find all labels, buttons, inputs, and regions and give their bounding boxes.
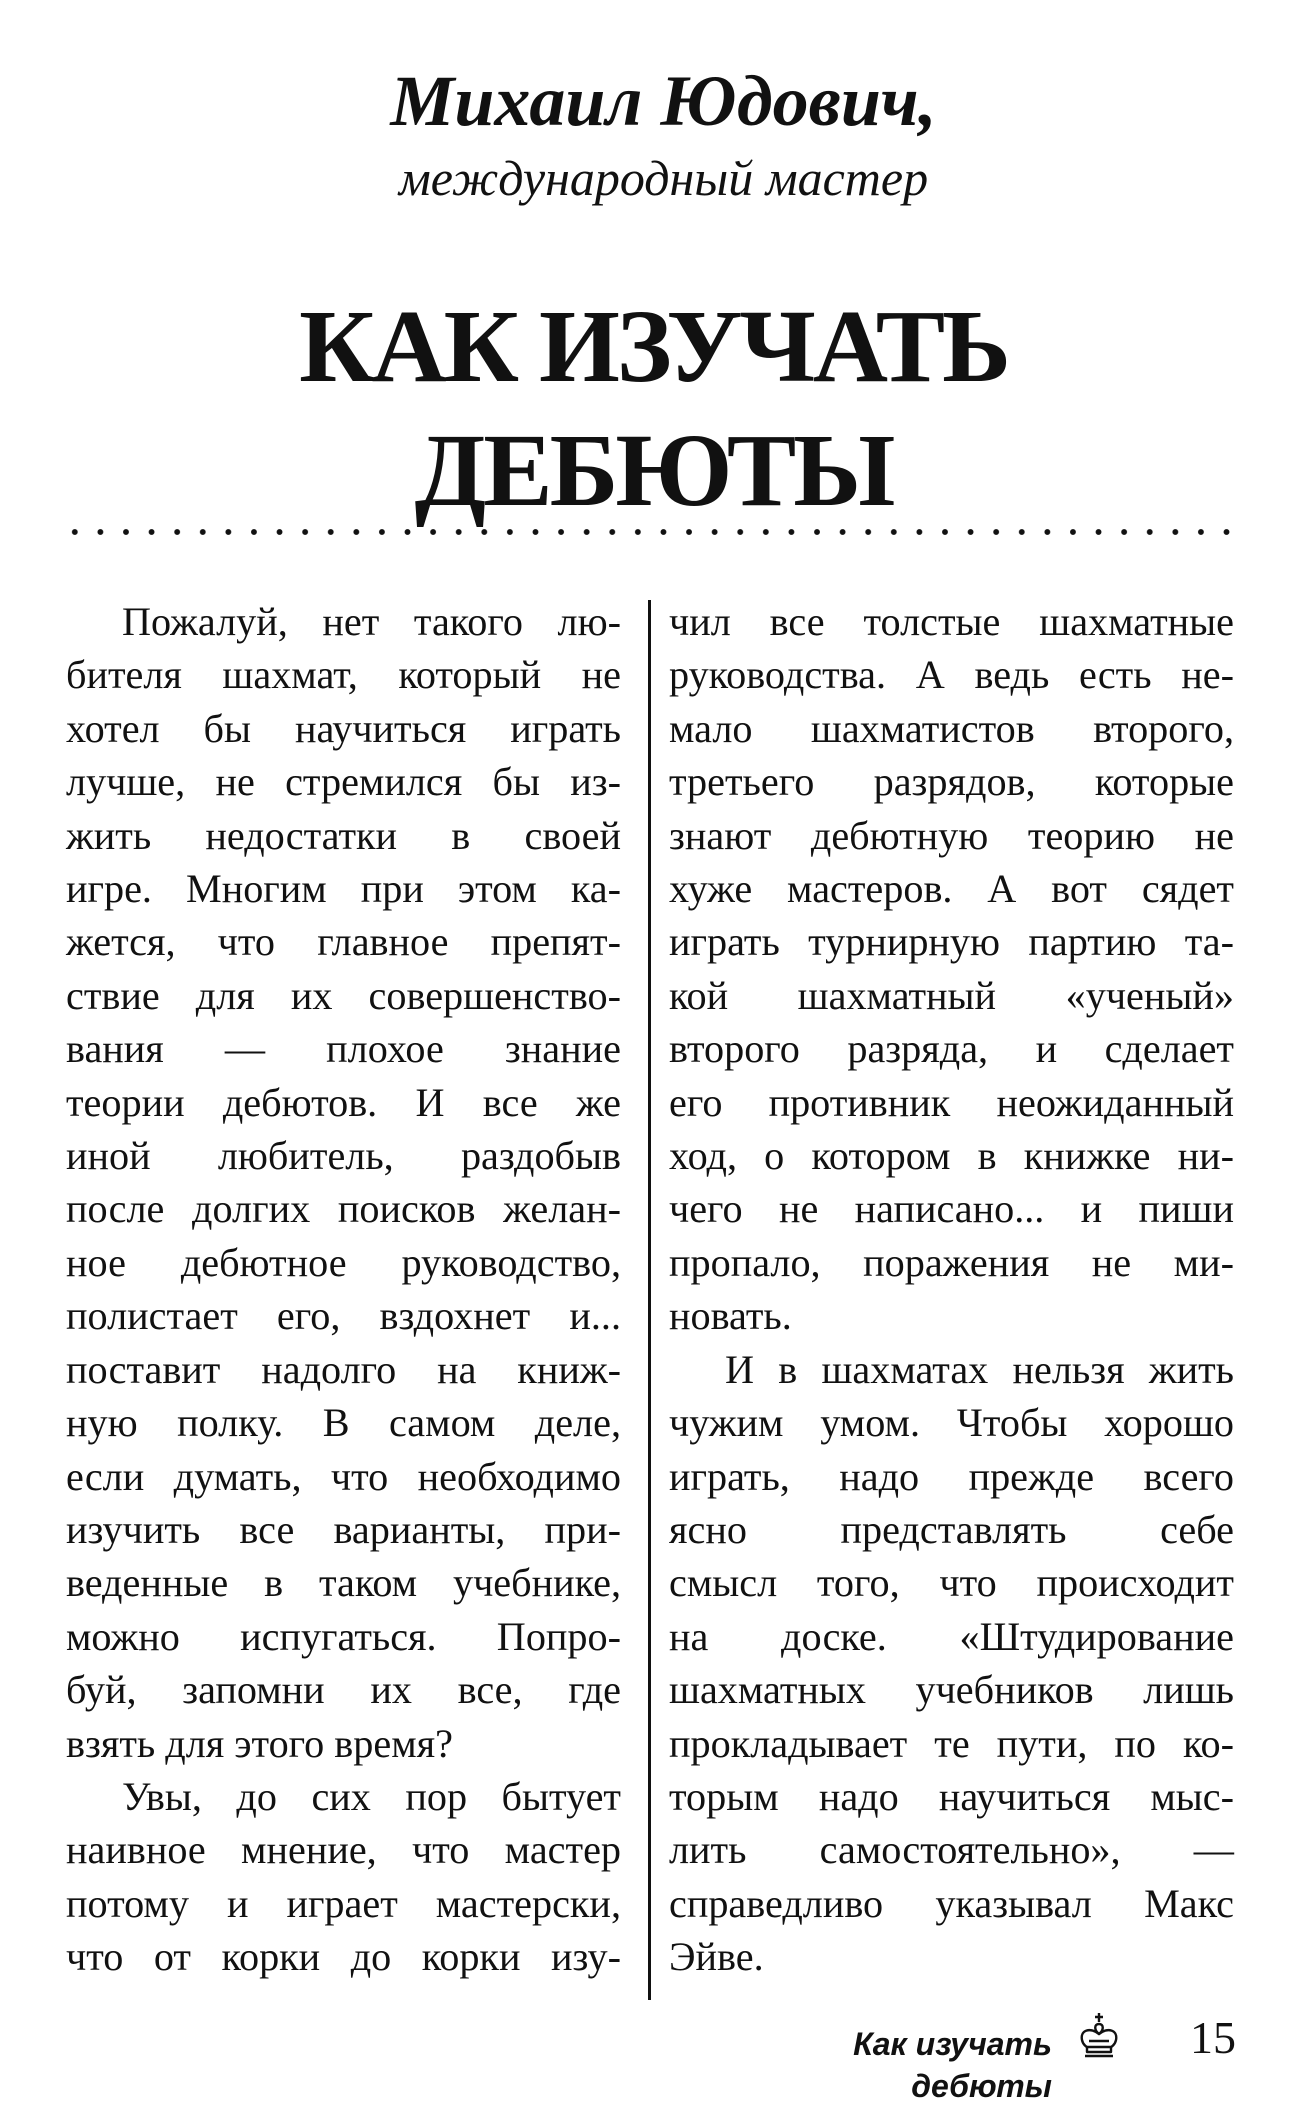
text-line: буй, запомни их все, где	[66, 1667, 621, 1713]
text-line: вания — плохое знание	[66, 1026, 621, 1072]
paragraph	[669, 1343, 1234, 1984]
text-line: ясно представлять себе	[669, 1506, 1234, 1552]
text-line: бителя шахмат, который не	[66, 652, 621, 698]
text-line: хуже мастеров. А вот сядет	[669, 866, 1234, 912]
text-line: новать.	[669, 1293, 792, 1339]
text-line: игре. Многим при этом ка-	[66, 866, 621, 912]
dotted-divider	[62, 528, 1232, 536]
text-line: ход, о котором в книжке ни-	[669, 1133, 1234, 1179]
text-line: на доске. «Штудирование	[669, 1613, 1234, 1659]
text-line: играть, надо прежде всего	[669, 1453, 1234, 1499]
text-line: пропало, поражения не ми-	[669, 1239, 1234, 1285]
text-line: Пожалуй, нет такого лю-	[122, 599, 621, 644]
left-column	[66, 595, 621, 1984]
paragraph	[669, 595, 1234, 1343]
text-line: потому и играет мастерски,	[66, 1880, 621, 1926]
column-rule	[648, 600, 651, 2000]
article-title-line: КАК ИЗУЧАТЬ	[299, 289, 1008, 404]
text-line: если думать, что необходимо	[66, 1453, 621, 1499]
text-line: смысл того, что происходит	[669, 1560, 1234, 1606]
text-line: его противник неожиданный	[669, 1079, 1234, 1125]
text-line: прокладывает те пути, по ко-	[669, 1720, 1234, 1766]
text-line: Эйве.	[669, 1934, 764, 1980]
text-line: второго разряда, и сделает	[669, 1026, 1234, 1072]
paragraph	[66, 595, 621, 1770]
page-number: 15	[1190, 2012, 1236, 2063]
right-column	[669, 595, 1234, 1984]
text-line: И в шахматах нельзя жить	[725, 1346, 1234, 1392]
text-line: веденные в таком учебнике,	[66, 1560, 621, 1606]
text-line: торым надо научиться мыс-	[669, 1773, 1234, 1819]
paragraph	[66, 1770, 621, 1984]
text-line: теории дебютов. И все же	[66, 1079, 621, 1125]
text-line: руководства. А ведь есть не-	[669, 652, 1234, 698]
text-line: жется, что главное препят-	[66, 919, 621, 965]
author-name: Михаил Юдович,	[390, 61, 937, 141]
text-line: что от корки до корки изу-	[66, 1934, 621, 1980]
text-line: мало шахматистов второго,	[669, 705, 1234, 751]
chess-king-icon	[1076, 2010, 1122, 2060]
text-line: поставит надолго на книж-	[66, 1346, 621, 1392]
text-line: хотел бы научиться играть	[66, 705, 621, 751]
text-line: Увы, до сих пор бытует	[122, 1773, 621, 1819]
article-title-line: ДЕБЮТЫ	[414, 413, 893, 528]
text-line: чужим умом. Чтобы хорошо	[669, 1400, 1234, 1446]
text-line: полистает его, вздохнет и...	[66, 1293, 621, 1339]
text-line: третьего разрядов, которые	[669, 759, 1234, 805]
text-line: лучше, не стремился бы из-	[66, 759, 621, 805]
text-line: чил все толстые шахматные	[669, 599, 1234, 644]
text-line: ствие для их совершенство-	[66, 972, 621, 1018]
text-line: ное дебютное руководство,	[66, 1239, 621, 1285]
text-line: справедливо указывал Макс	[669, 1880, 1234, 1926]
text-line: играть турнирную партию та-	[669, 919, 1234, 965]
text-line: можно испугаться. Попро-	[66, 1613, 621, 1659]
text-line: иной любитель, раздобыв	[66, 1133, 621, 1179]
text-line: взять для этого время?	[66, 1720, 453, 1766]
text-line: кой шахматный «ученый»	[669, 972, 1234, 1018]
text-line: знают дебютную теорию не	[669, 812, 1234, 858]
text-line: изучить все варианты, при-	[66, 1506, 621, 1552]
text-line: жить недостатки в своей	[66, 812, 621, 858]
text-line: после долгих поисков желан-	[66, 1186, 621, 1232]
text-line: лить самостоятельно», —	[669, 1827, 1234, 1873]
author-title: международный мастер	[398, 150, 929, 206]
text-line: ную полку. В самом деле,	[66, 1400, 621, 1446]
text-line: наивное мнение, что мастер	[66, 1827, 621, 1873]
article-title	[0, 285, 1297, 533]
text-line: шахматных учебников лишь	[669, 1667, 1234, 1713]
text-line: чего не написано... и пиши	[669, 1186, 1234, 1232]
running-title: Как изучать дебюты	[853, 2026, 1052, 2104]
